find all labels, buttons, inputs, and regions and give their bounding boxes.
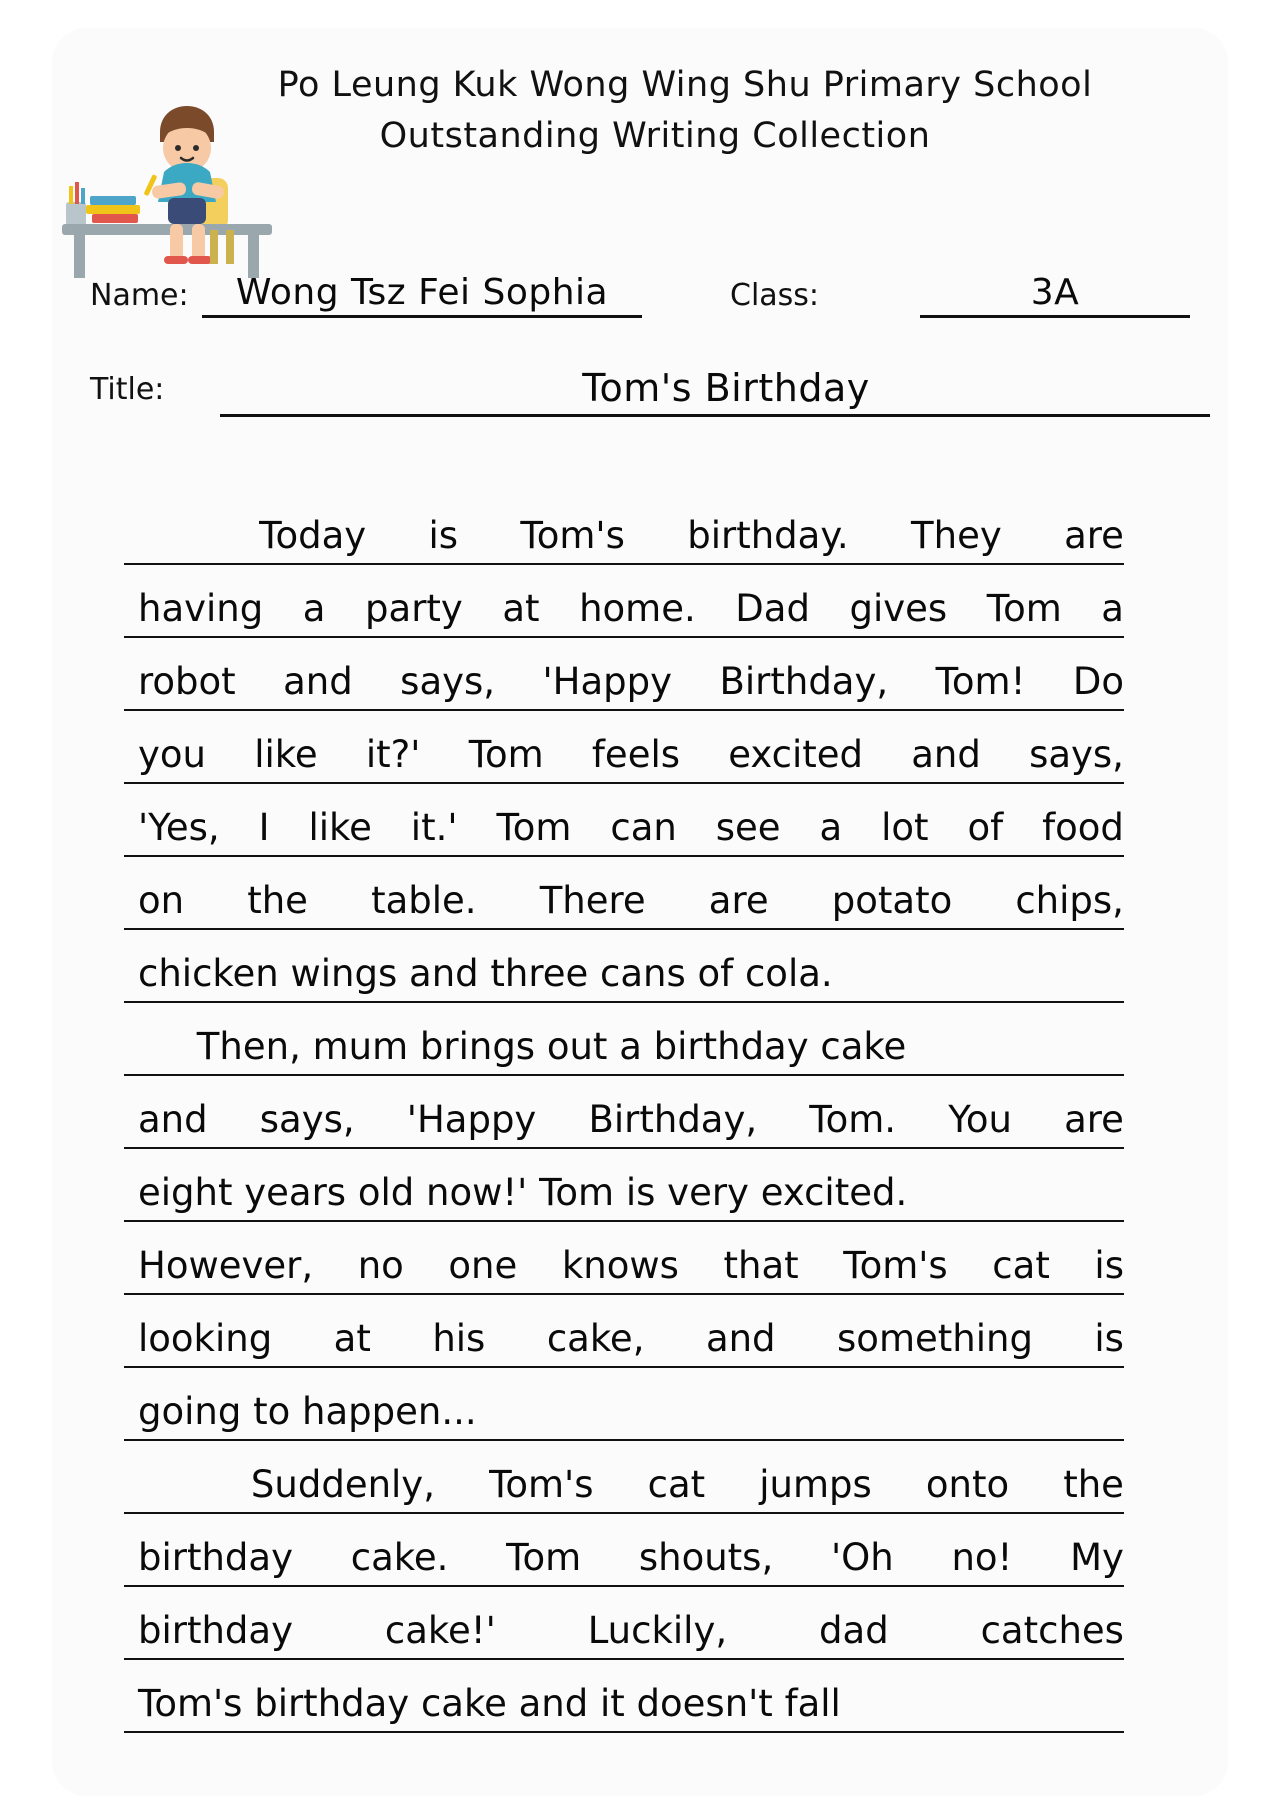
ruled-line[interactable]	[124, 638, 1124, 711]
line-text: looking at his cake, and something is	[138, 1317, 1124, 1360]
name-label: Name:	[90, 278, 189, 313]
ruled-line[interactable]	[124, 1441, 1124, 1514]
composition-body	[124, 492, 1124, 1733]
line-text: robot and says, 'Happy Birthday, Tom! Do	[138, 660, 1124, 703]
ruled-line[interactable]	[124, 492, 1124, 565]
line-text: on the table. There are potato chips,	[138, 879, 1124, 922]
ruled-line[interactable]	[124, 711, 1124, 784]
line-text: Today is Tom's birthday. They are	[259, 514, 1124, 557]
ruled-line[interactable]	[124, 784, 1124, 857]
line-text: 'Yes, I like it.' Tom can see a lot of food	[138, 806, 1124, 849]
name-value[interactable]: Wong Tsz Fei Sophia	[202, 272, 642, 318]
document-header	[52, 60, 1228, 162]
ruled-line[interactable]	[124, 1514, 1124, 1587]
name-class-row	[90, 272, 1210, 322]
school-name-line-1: Po Leung Kuk Wong Wing Shu Primary School	[277, 65, 1093, 105]
ruled-line[interactable]	[124, 1222, 1124, 1295]
line-text: Suddenly, Tom's cat jumps onto the	[250, 1463, 1124, 1506]
ruled-line[interactable]	[124, 565, 1124, 638]
boy-writing-at-desk-icon	[52, 98, 282, 278]
class-label: Class:	[730, 278, 820, 313]
line-text: Tom's birthday cake and it doesn't fall	[138, 1682, 841, 1725]
line-text: having a party at home. Dad gives Tom a	[138, 587, 1124, 630]
ruled-line[interactable]	[124, 1368, 1124, 1441]
ruled-line[interactable]	[124, 1149, 1124, 1222]
ruled-line[interactable]	[124, 1587, 1124, 1660]
ruled-line[interactable]	[124, 1295, 1124, 1368]
title-label: Title:	[90, 372, 165, 407]
line-text: birthday cake!' Luckily, dad catches	[138, 1609, 1124, 1652]
line-text: eight years old now!' Tom is very excited.	[138, 1171, 908, 1214]
ruled-line[interactable]	[124, 1660, 1124, 1733]
ruled-line[interactable]	[124, 1003, 1124, 1076]
school-name-line-2: Outstanding Writing Collection	[379, 115, 931, 156]
class-value[interactable]: 3A	[920, 272, 1190, 318]
line-text: and says, 'Happy Birthday, Tom. You are	[138, 1098, 1124, 1141]
title-value[interactable]: Tom's Birthday	[220, 366, 1210, 417]
ruled-line[interactable]	[124, 1076, 1124, 1149]
line-text: you like it?' Tom feels excited and says,	[138, 733, 1124, 776]
line-text: However, no one knows that Tom's cat is	[138, 1244, 1124, 1287]
line-text: birthday cake. Tom shouts, 'Oh no! My	[138, 1536, 1124, 1579]
line-text: chicken wings and three cans of cola.	[138, 952, 833, 995]
line-text: Then, mum brings out a birthday cake	[138, 1025, 907, 1068]
line-text: going to happen...	[138, 1390, 477, 1433]
ruled-line[interactable]	[124, 930, 1124, 1003]
title-row	[90, 366, 1210, 432]
ruled-line[interactable]	[124, 857, 1124, 930]
